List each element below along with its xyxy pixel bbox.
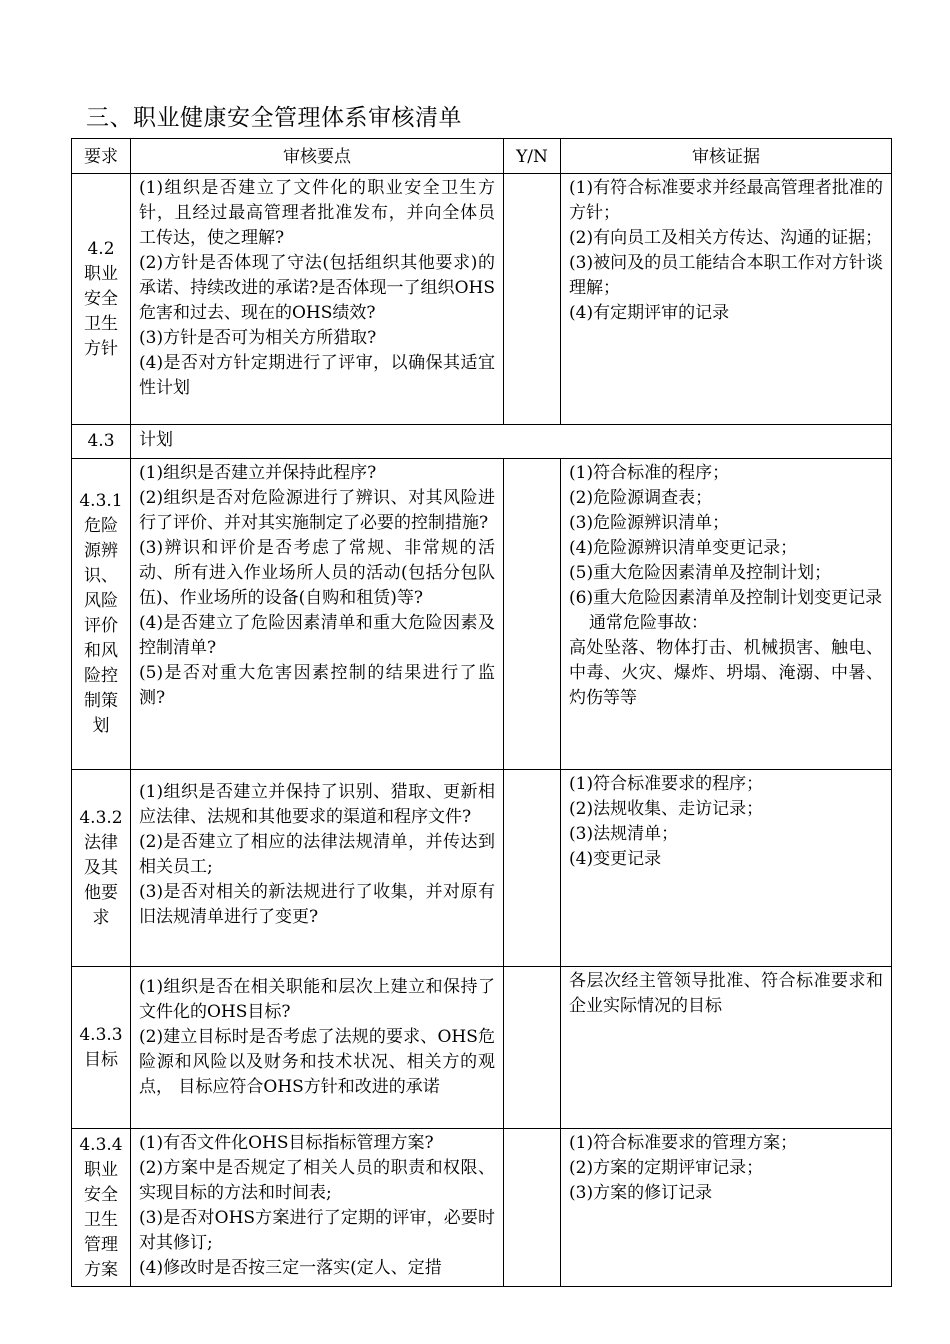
req-text: 和风 — [84, 641, 118, 661]
requirement-cell — [72, 770, 131, 967]
audit-point: (2)方案中是否规定了相关人员的职责和权限、实现目标的方法和时间表; — [139, 1158, 495, 1203]
section-label: 计划 — [131, 425, 892, 459]
audit-points-cell — [131, 459, 504, 770]
audit-point: (3)是否对相关的新法规进行了收集，并对原有旧法规清单进行了变更? — [139, 882, 495, 927]
evidence-item: 各层次经主管领导批准、符合标准要求和企业实际情况的目标 — [569, 971, 883, 1016]
audit-point: (1)有否文件化OHS目标指标管理方案? — [139, 1133, 434, 1153]
header-audit-points: 审核要点 — [131, 139, 504, 174]
evidence-note: 高处坠落、物体打击、机械损害、触电、中毒、火灾、爆炸、坍塌、淹溺、中暑、灼伤等等 — [569, 638, 883, 708]
header-requirement: 要求 — [72, 139, 131, 174]
audit-point: (2)方针是否体现了守法(包括组织其他要求)的承诺、持续改进的承诺?是否体现一了组织OHS危害和过去、现在的OHS绩效? — [139, 253, 495, 323]
req-text: 评价 — [84, 616, 118, 636]
audit-point: (1)组织是否建立并保持了识别、猎取、更新相应法律、法规和其他要求的渠道和程序文件? — [139, 782, 495, 827]
evidence-item: (2)法规收集、走访记录； — [569, 799, 764, 819]
yn-cell[interactable] — [504, 174, 561, 425]
req-text: 及其 — [84, 857, 118, 878]
evidence-item: (1)符合标准要求的程序； — [569, 774, 764, 794]
req-text: 源辨 — [84, 541, 118, 561]
evidence-item: (1)符合标准的程序； — [569, 463, 730, 483]
req-text: 方案 — [84, 1259, 118, 1280]
yn-cell[interactable] — [504, 770, 561, 967]
evidence-item: (2)方案的定期评审记录； — [569, 1158, 764, 1178]
req-text: 求 — [92, 907, 110, 928]
section-row — [72, 425, 892, 459]
evidence-note-heading: 通常危险事故： — [589, 613, 708, 633]
yn-cell[interactable] — [504, 967, 561, 1129]
req-text: 险控 — [84, 666, 118, 686]
audit-point: (1)组织是否建立了文件化的职业安全卫生方针，且经过最高管理者批准发布，并向全体员工传达，使之理解? — [139, 178, 495, 248]
evidence-item: (6)重大危险因素清单及控制计划变更记录 — [569, 588, 883, 608]
audit-point: (5)是否对重大危害因素控制的结果进行了监测? — [139, 663, 495, 708]
req-text: 职业 — [84, 263, 118, 284]
req-text: 目标 — [84, 1049, 118, 1070]
header-yn: Y/N — [504, 139, 561, 174]
table-row — [72, 459, 892, 770]
evidence-item: (1)符合标准要求的管理方案； — [569, 1133, 798, 1153]
table-row — [72, 1129, 892, 1287]
evidence-cell — [561, 174, 892, 425]
table-row — [72, 174, 892, 425]
evidence-item: (2)有向员工及相关方传达、沟通的证据； — [569, 228, 883, 248]
req-text: 识、 — [84, 566, 118, 586]
yn-cell[interactable] — [504, 459, 561, 770]
evidence-item: (4)危险源辨识清单变更记录； — [569, 538, 798, 558]
requirement-cell — [72, 967, 131, 1129]
section-number: 4.3 — [72, 425, 131, 459]
audit-points-cell — [131, 967, 504, 1129]
req-text: 安全 — [84, 288, 118, 309]
req-text: 4.3.3 — [79, 1024, 123, 1045]
audit-point: (3)是否对OHS方案进行了定期的评审，必要时对其修订; — [139, 1208, 495, 1253]
yn-cell[interactable] — [504, 1129, 561, 1287]
evidence-item: (3)方案的修订记录 — [569, 1183, 713, 1203]
evidence-item: (3)法规清单； — [569, 824, 679, 844]
evidence-cell — [561, 459, 892, 770]
req-text: 4.3.2 — [79, 807, 123, 828]
evidence-item: (3)被问及的员工能结合本职工作对方针谈理解； — [569, 253, 883, 298]
req-text: 风险 — [84, 591, 118, 611]
evidence-item: (5)重大危险因素清单及控制计划； — [569, 563, 832, 583]
audit-point: (2)是否建立了相应的法律法规清单，并传达到相关员工; — [139, 832, 495, 877]
req-text: 安全 — [84, 1184, 118, 1205]
table-row — [72, 967, 892, 1129]
requirement-cell — [72, 459, 131, 770]
req-text: 划 — [92, 716, 110, 736]
evidence-item: (1)有符合标准要求并经最高管理者批准的方针； — [569, 178, 883, 223]
req-text: 他要 — [84, 882, 118, 903]
req-text: 4.3.1 — [79, 491, 123, 511]
audit-checklist-table — [71, 138, 892, 1287]
req-text: 方针 — [84, 338, 118, 359]
audit-point: (4)是否建立了危险因素清单和重大危险因素及控制清单? — [139, 613, 495, 658]
req-text: 法律 — [84, 832, 118, 853]
req-text: 制策 — [84, 691, 118, 711]
table-row — [72, 770, 892, 967]
evidence-cell — [561, 967, 892, 1129]
req-text: 职业 — [84, 1159, 118, 1180]
req-text: 卫生 — [84, 313, 118, 334]
evidence-item: (2)危险源调查表； — [569, 488, 713, 508]
audit-point: (4)是否对方针定期进行了评审，以确保其适宜性计划 — [139, 353, 495, 398]
page-title: 三、职业健康安全管理体系审核清单 — [86, 105, 462, 131]
audit-point: (4)修改时是否按三定一落实(定人、定措 — [139, 1258, 442, 1278]
req-text: 危险 — [84, 516, 118, 536]
evidence-item: (3)危险源辨识清单； — [569, 513, 730, 533]
audit-point: (2)组织是否对危险源进行了辨识、对其风险进行了评价、并对其实施制定了必要的控制措施? — [139, 488, 495, 533]
audit-points-cell — [131, 1129, 504, 1287]
header-audit-evidence: 审核证据 — [561, 139, 892, 174]
evidence-cell — [561, 1129, 892, 1287]
audit-points-cell — [131, 174, 504, 425]
audit-point: (3)辨识和评价是否考虑了常规、非常规的活动、所有进入作业场所人员的活动(包括分包队伍)、作业场所的设备(自购和租赁)等? — [139, 538, 495, 608]
req-text: 4.2 — [87, 238, 115, 259]
requirement-cell — [72, 174, 131, 425]
req-text: 管理 — [84, 1234, 118, 1255]
audit-point: (2)建立目标时是否考虑了法规的要求、OHS危险源和风险以及财务和技术状况、相关方的观点， 目标应符合OHS方针和改进的承诺 — [139, 1027, 495, 1097]
audit-point: (3)方针是否可为相关方所猎取? — [139, 328, 377, 348]
evidence-cell — [561, 770, 892, 967]
table-header-row — [72, 139, 892, 174]
audit-point: (1)组织是否在相关职能和层次上建立和保持了文件化的OHS目标? — [139, 977, 495, 1022]
audit-points-cell — [131, 770, 504, 967]
evidence-item: (4)有定期评审的记录 — [569, 303, 730, 323]
requirement-cell — [72, 1129, 131, 1287]
evidence-item: (4)变更记录 — [569, 849, 662, 869]
req-text: 卫生 — [84, 1209, 118, 1230]
req-text: 4.3.4 — [79, 1134, 123, 1155]
audit-point: (1)组织是否建立并保持此程序? — [139, 463, 377, 483]
